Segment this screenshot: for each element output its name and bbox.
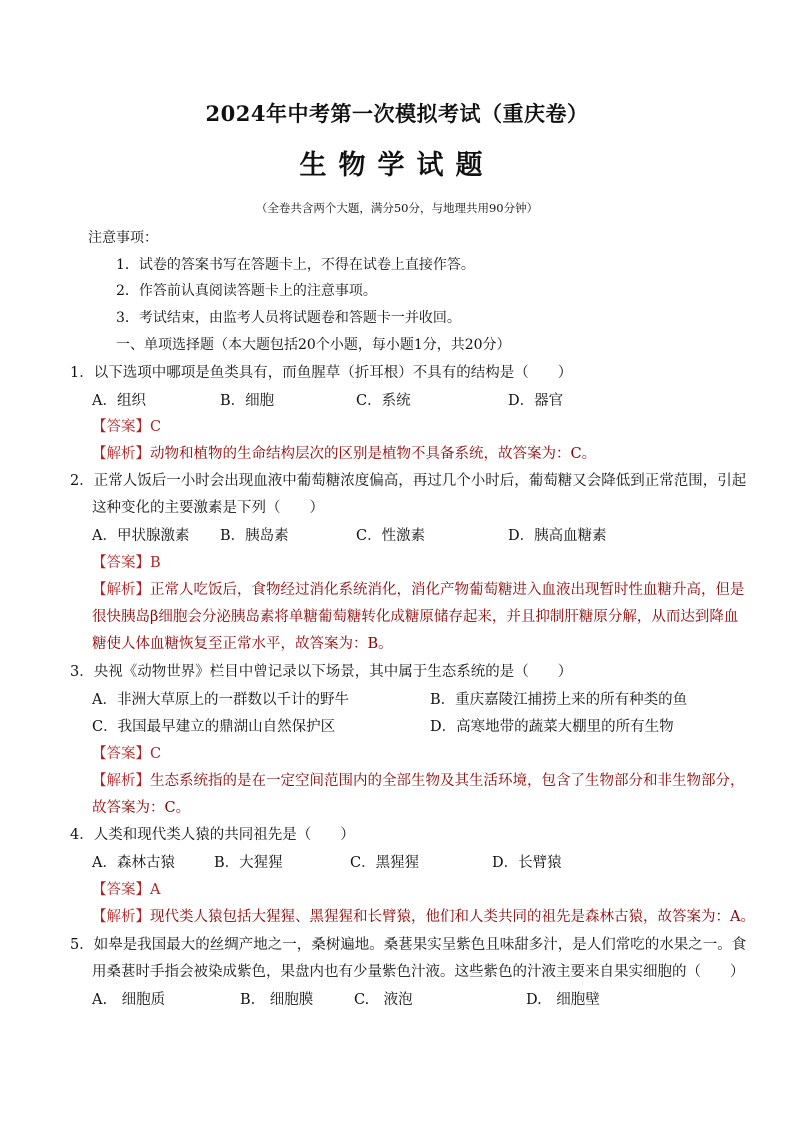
answer-label: 【答案】 <box>92 555 150 571</box>
q2-option-b: B．胰岛素 <box>220 528 289 544</box>
question-5-stem-line-2: 用桑葚时手指会被染成紫色，果盘内也有少量紫色汁液。这些紫色的汁液主要来自果实细胞的（ ） <box>92 964 745 980</box>
q1-analysis <box>92 442 596 463</box>
q2-analysis-line-2: 很快胰岛β细胞会分泌胰岛素将单糖葡萄糖转化成糖原储存起来，并且抑制肝糖原分解，从而达到降血 <box>92 609 739 625</box>
analysis-label: 【解析】 <box>92 582 150 598</box>
q2-option-a: A．甲状腺激素 <box>92 528 190 544</box>
question-5-stem-line-1: 5．如皋是我国最大的丝绸产地之一，桑树遍地。桑葚果实呈紫色且味甜多汁，是人们常吃的水果之一。食 <box>70 937 747 953</box>
q3-analysis-line-1: 生态系统指的是在一定空间范围内的全部生物及其生活环境，包含了生物部分和非生物部分， <box>150 773 745 789</box>
q4-option-d: D．长臂猿 <box>492 855 562 871</box>
analysis-label: 【解析】 <box>92 446 150 462</box>
q1-option-c: C．系统 <box>356 393 411 409</box>
q5-option-a: A. 细胞质 <box>92 992 166 1008</box>
q1-answer <box>92 415 161 436</box>
notice-heading: 注意事项： <box>88 230 158 246</box>
q3-analysis <box>92 769 745 790</box>
q3-option-a: A．非洲大草原上的一群数以千计的野牛 <box>92 692 349 708</box>
q5-option-d: D. 细胞壁 <box>526 992 600 1008</box>
analysis-label: 【解析】 <box>92 909 150 925</box>
q4-option-c: C．黑猩猩 <box>350 855 420 871</box>
q3-analysis-line-2: 故答案为：C。 <box>92 800 191 816</box>
q1-option-d: D．器官 <box>508 393 564 409</box>
q4-option-a: A．森林古猿 <box>92 855 175 871</box>
q1-answer-value: C <box>150 419 162 435</box>
q4-analysis-line-1: 现代类人猿包括大猩猩、黑猩猩和长臂猿，他们和人类共同的祖先是森林古猿，故答案为：A。 <box>150 909 755 925</box>
q3-option-d: D．高寒地带的蔬菜大棚里的所有生物 <box>430 719 674 735</box>
q4-answer-value: A <box>150 882 161 898</box>
q4-option-b: B．大猩猩 <box>214 855 283 871</box>
q1-analysis-line-1: 动物和植物的生命结构层次的区别是植物不具备系统，故答案为：C。 <box>150 446 597 462</box>
paper-info: （全卷共含两个大题，满分50分，与地理共用90分钟） <box>255 201 539 215</box>
q3-answer-value: C <box>150 746 162 762</box>
exam-subtitle: 生物学试题 <box>299 150 495 181</box>
q2-option-d: D．胰高血糖素 <box>508 528 607 544</box>
notice-item-1: 1．试卷的答案书写在答题卡上，不得在试卷上直接作答。 <box>116 257 475 273</box>
section-heading: 一、单项选择题（本大题包括20个小题，每小题1分，共20分） <box>116 337 511 353</box>
question-1-stem: 1．以下选项中哪项是鱼类具有，而鱼腥草（折耳根）不具有的结构是（ ） <box>70 365 573 381</box>
notice-item-2: 2．作答前认真阅读答题卡上的注意事项。 <box>116 283 377 299</box>
q2-answer-value: B <box>150 555 161 571</box>
q5-option-c: C. 液泡 <box>354 992 413 1008</box>
q3-answer <box>92 742 161 763</box>
q1-option-b: B．细胞 <box>220 393 275 409</box>
analysis-label: 【解析】 <box>92 773 150 789</box>
q2-option-c: C．性激素 <box>356 528 426 544</box>
answer-label: 【答案】 <box>92 882 150 898</box>
question-2-stem-line-2: 这种变化的主要激素是下列（ ） <box>92 500 324 516</box>
notice-item-3: 3．考试结束，由监考人员将试题卷和答题卡一并收回。 <box>116 310 461 326</box>
q2-analysis <box>92 578 745 599</box>
answer-label: 【答案】 <box>92 419 150 435</box>
q2-answer <box>92 551 161 572</box>
answer-label: 【答案】 <box>92 746 150 762</box>
q3-option-c: C．我国最早建立的鼎湖山自然保护区 <box>92 719 336 735</box>
question-4-stem: 4．人类和现代类人猿的共同祖先是（ ） <box>70 827 355 843</box>
q1-option-a: A．组织 <box>92 393 146 409</box>
q3-option-b: B．重庆嘉陵江捕捞上来的所有种类的鱼 <box>430 692 688 708</box>
q2-analysis-line-1: 正常人吃饭后，食物经过消化系统消化，消化产物葡萄糖进入血液出现暂时性血糖升高，但是 <box>150 582 745 598</box>
question-2-stem-line-1: 2．正常人饭后一小时会出现血液中葡萄糖浓度偏高，再过几个小时后，葡萄糖又会降低到正常范围，引起 <box>70 473 747 489</box>
exam-title: 2024年中考第一次模拟考试（重庆卷） <box>205 101 589 126</box>
q4-analysis <box>92 905 755 926</box>
question-3-stem: 3．央视《动物世界》栏目中曾记录以下场景，其中属于生态系统的是（ ） <box>70 664 573 680</box>
q5-option-b: B. 细胞膜 <box>240 992 314 1008</box>
q2-analysis-line-3: 糖使人体血糖恢复至正常水平，故答案为：B。 <box>92 636 393 652</box>
q4-answer <box>92 878 160 899</box>
